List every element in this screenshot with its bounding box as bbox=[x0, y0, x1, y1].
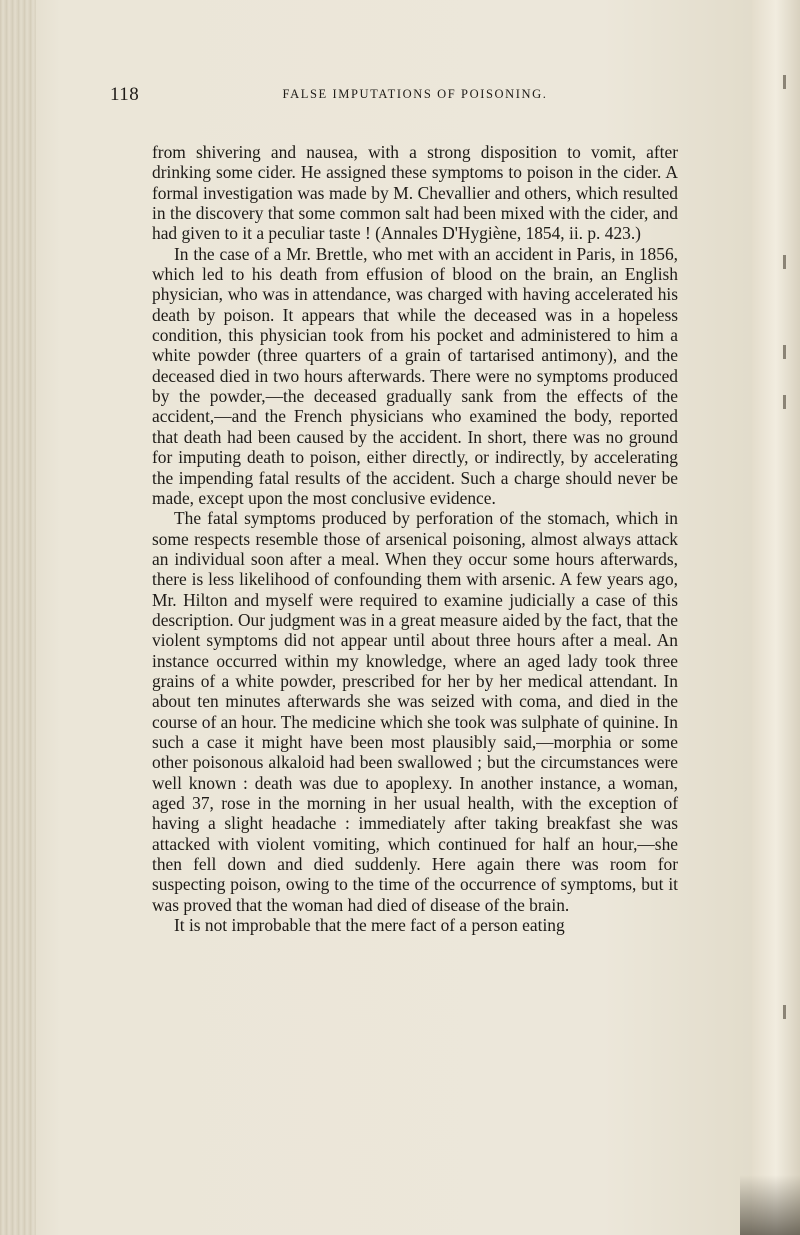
paragraph-2: In the case of a Mr. Brettle, who met with an accident in Paris, in 1856, which led to his death from effusion of blood on the brain, an English physician, who was in attendance, was charged with having accelerated his death by poison. It appears that while the deceased was in a hopeless condition, this physician took from his pocket and administered to him a white powder (three quarters of a grain of tartarised antimony), and the deceased died in two hours afterwards. There were no symptoms produced by the powder,—the deceased gradually sank from the effects of the accident,—and the French physicians who examined the body, reported that death had been caused by the accident. In short, there was no ground for imputing death to poison, either directly, or indirectly, by accelerating the impending fatal results of the accident. Such a charge should never be made, except upon the most conclusive evidence. bbox=[152, 243, 678, 508]
running-head: FALSE IMPUTATIONS OF POISONING. bbox=[282, 87, 548, 101]
body-text bbox=[152, 142, 678, 935]
paragraph-3: The fatal symptoms produced by perforation of the stomach, which in some respects resemble those of arsenical poisoning, almost always attack an individual soon after a meal. When they occur some hours afterwards, there is less likelihood of confounding them with arsenic. A few years ago, Mr. Hilton and myself were required to examine judicially a case of this description. Our judgment was in a great measure aided by the fact, that the violent symptoms did not appear until about three hours after a meal. An instance occurred within my knowledge, where an aged lady took three grains of a white powder, prescribed for her by her medical attendant. In about ten minutes afterwards she was seized with coma, and died in the course of an hour. The medicine which she took was sulphate of quinine. In such a case it might have been most plausibly said,—morphia or some other poisonous alkaloid had been swallowed ; but the circumstances were well known : death was due to apoplexy. In another instance, a woman, aged 37, rose in the morning in her usual health, with the exception of having a slight headache : immediately after taking breakfast she was attacked with violent vomiting, which continued for half an hour,—she then fell down and died suddenly. Here again there was room for suspecting poison, owing to the time of the occurrence of symptoms, but it was proved that the woman had died of disease of the brain. bbox=[152, 508, 678, 915]
page-header bbox=[110, 84, 690, 108]
page-edge bbox=[752, 0, 800, 1235]
edge-mark bbox=[783, 255, 786, 269]
paragraph-1: from shivering and nausea, with a strong disposition to vomit, after drinking some cider. He assigned these symptoms to poison in the cider. A formal investigation was made by M. Chevallier and others, which resulted in the discovery that some common salt had been mixed with the cider, and had given to it a peculiar taste ! (Annales D'Hygiène, 1854, ii. p. 423.) bbox=[152, 142, 678, 244]
page-corner-shadow bbox=[740, 1175, 800, 1235]
edge-mark bbox=[783, 75, 786, 89]
page-number: 118 bbox=[110, 84, 140, 105]
edge-mark bbox=[783, 345, 786, 359]
edge-mark bbox=[783, 1005, 786, 1019]
paragraph-4: It is not improbable that the mere fact of a person eating bbox=[174, 915, 565, 936]
edge-mark bbox=[783, 395, 786, 409]
binding-gutter bbox=[0, 0, 36, 1235]
